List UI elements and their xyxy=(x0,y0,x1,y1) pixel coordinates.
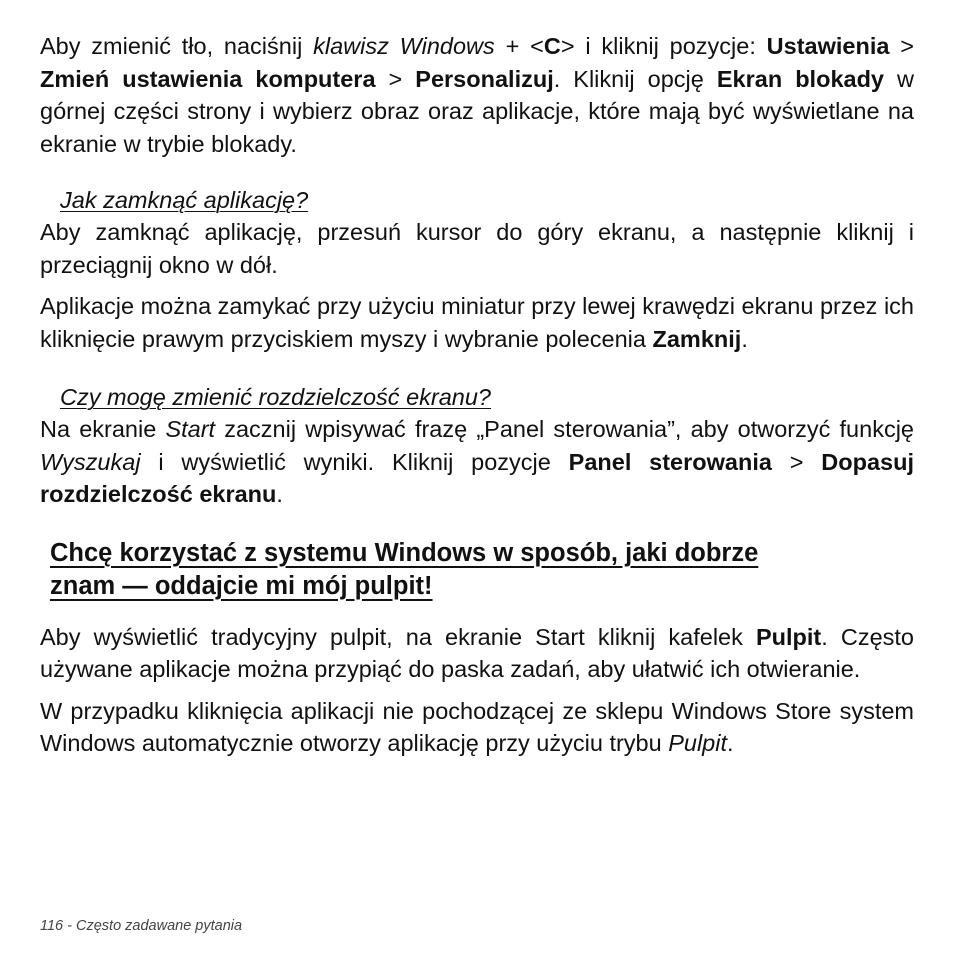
text-run: w górnej części strony i wybierz obraz oraz aplikacje, które mają być wyświetlane na ekranie w trybie blokady. xyxy=(40,65,914,157)
text-run: . xyxy=(276,481,283,507)
keyword-desktop-mode: Pulpit xyxy=(668,730,728,756)
keyword-close: Zamknij xyxy=(652,325,742,352)
text-run: . Często używane aplikacje można przypiąć do paska zadań, aby ułatwić ich otwieranie. xyxy=(40,623,914,682)
heading-line-2: znam — oddajcie mi mój pulpit! xyxy=(50,571,433,600)
text-run: > xyxy=(771,448,822,475)
page-content xyxy=(40,30,914,760)
paragraph-show-desktop xyxy=(40,621,914,686)
paragraph-change-resolution xyxy=(40,413,914,511)
question-close-app: Jak zamknąć aplikację? xyxy=(60,187,309,213)
keyword-start: Start xyxy=(165,416,216,442)
page-footer: 116 - Często zadawane pytania xyxy=(40,918,243,934)
paragraph-close-thumbnails xyxy=(40,290,914,355)
paragraph-close-app: Aby zamknąć aplikację, przesuń kursor do góry ekranu, a następnie kliknij i przeciągnij okno w dół. xyxy=(40,219,914,278)
text-run: i wyświetlić wyniki. Kliknij pozycje xyxy=(140,448,569,475)
text-run: Aby wyświetlić tradycyjny pulpit, na ekranie Start kliknij kafelek xyxy=(40,623,756,650)
text-run: zacznij wpisywać frazę „Panel sterowania”, aby otworzyć funkcję xyxy=(215,416,914,442)
section-heading-desktop xyxy=(50,537,914,603)
keyword-lock-screen: Ekran blokady xyxy=(716,65,885,92)
keyword-control-panel: Panel sterowania xyxy=(568,448,772,475)
keyword-windows-key: klawisz Windows xyxy=(313,33,495,59)
paragraph-change-background xyxy=(40,30,914,160)
text-run: . Kliknij opcję xyxy=(553,65,717,92)
keyword-adjust-resolution: Dopasuj rozdzielczość ekranu xyxy=(40,448,914,507)
paragraph-desktop-mode xyxy=(40,695,914,760)
text-run: Na ekranie xyxy=(40,416,166,442)
keyword-personalize: Personalizuj xyxy=(415,65,554,92)
text-run: Aby zmienić tło, naciśnij xyxy=(40,33,314,59)
keyword-change-pc-settings: Zmień ustawienia komputera xyxy=(40,65,376,92)
heading-line-1: Chcę korzystać z systemu Windows w sposób, jaki dobrze xyxy=(50,538,759,567)
text-run: > xyxy=(889,33,914,59)
text-run: + < xyxy=(494,33,544,59)
text-run: > i kliknij pozycje: xyxy=(560,33,767,59)
keyword-c-key: C xyxy=(543,33,561,59)
text-run: W przypadku kliknięcia aplikacji nie pochodzącej ze sklepu Windows Store system Windows automatycznie otworzy aplikację przy użyciu trybu xyxy=(40,697,914,756)
keyword-desktop: Pulpit xyxy=(755,623,822,650)
text-run: Aplikacje można zamykać przy użyciu miniatur przy lewej krawędzi ekranu przez ich kliknięcie prawym przyciskiem myszy i wybranie polecenia xyxy=(40,293,914,352)
text-run: . xyxy=(741,325,748,352)
text-run: . xyxy=(727,730,734,756)
question-change-resolution: Czy mogę zmienić rozdzielczość ekranu? xyxy=(60,384,491,410)
keyword-settings: Ustawienia xyxy=(766,33,890,59)
keyword-search: Wyszukaj xyxy=(40,448,141,475)
text-run: > xyxy=(375,65,416,92)
